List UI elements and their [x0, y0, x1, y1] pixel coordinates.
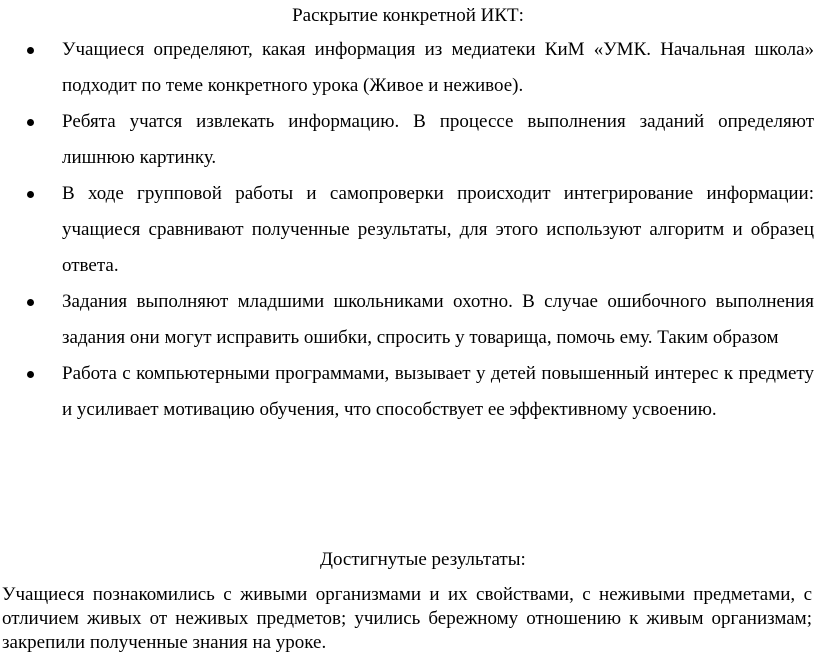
ict-bullet-list [0, 32, 816, 428]
bullet-icon [27, 47, 34, 54]
section-heading-ict: Раскрытие конкретной ИКТ: [292, 5, 524, 26]
bullet-item [0, 356, 816, 428]
section-heading-results: Достигнутые результаты: [320, 549, 526, 570]
results-paragraph: Учащиеся познакомились с живыми организмами и их свойствами, с неживыми предметами, с отличием живых от неживых предметов; учились бережному отношению к живым организмам; закрепили полученные знания на уроке. [2, 584, 812, 653]
bullet-icon [27, 119, 34, 126]
bullet-text: В ходе групповой работы и самопроверки происходит интегрирование информации: учащиеся сравнивают полученные результаты, для этого используют алгоритм и образец ответа. [62, 183, 814, 276]
bullet-item [0, 284, 816, 356]
bullet-item [0, 176, 816, 284]
bullet-item [0, 104, 816, 176]
bullet-text: Учащиеся определяют, какая информация из медиатеки КиМ «УМК. Начальная школа» подходит по теме конкретного урока (Живое и неживое). [62, 39, 814, 96]
bullet-text: Ребята учатся извлекать информацию. В процессе выполнения заданий определяют лишнюю картинку. [62, 111, 814, 168]
bullet-icon [27, 191, 34, 198]
bullet-text: Задания выполняют младшими школьниками охотно. В случае ошибочного выполнения задания они могут исправить ошибки, спросить у товарища, помочь ему. Таким образом [62, 291, 814, 348]
bullet-icon [27, 371, 34, 378]
bullet-icon [27, 299, 34, 306]
bullet-item [0, 32, 816, 104]
bullet-text: Работа с компьютерными программами, вызывает у детей повышенный интерес к предмету и усиливает мотивацию обучения, что способствует ее эффективному усвоению. [62, 363, 814, 420]
